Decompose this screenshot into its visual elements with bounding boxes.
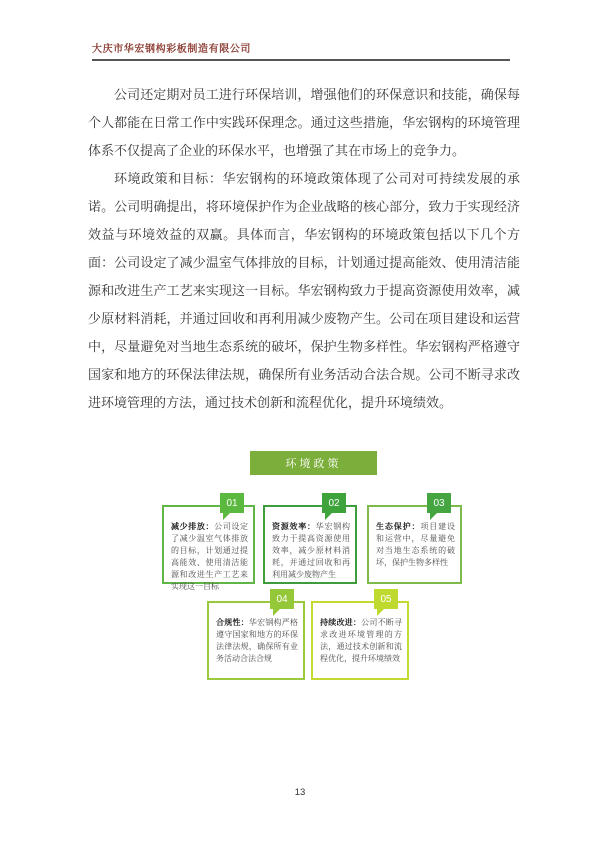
box-number: 03	[433, 497, 445, 509]
box-number: 05	[380, 593, 392, 605]
badge-pointer	[325, 513, 332, 520]
policy-box-title: 减少排放：	[171, 522, 215, 531]
box-number: 02	[328, 497, 340, 509]
policy-box-resource-efficiency	[263, 497, 357, 584]
badge-pointer	[273, 609, 280, 616]
policy-box-title: 生态保护：	[376, 522, 421, 531]
policy-box-text	[209, 603, 303, 669]
header-divider	[92, 59, 510, 61]
policy-box-reduce-emissions	[162, 497, 255, 591]
policy-box-body: 公司设定了减少温室气体排放的目标，计划通过提高能效、使用清洁能源和改进生产工艺来实现这一目标	[171, 522, 248, 591]
page-number: 13	[294, 787, 306, 798]
badge-pointer	[430, 513, 437, 520]
number-badge	[427, 493, 451, 513]
page-header	[92, 40, 510, 61]
policy-box-body: 华宏钢构致力于提高资源使用效率，减少原材料消耗，并通过回收和再利用减少废物产生	[272, 522, 350, 579]
policy-box-title: 持续改进：	[320, 618, 362, 627]
section-badge-environment-policy: 环境政策	[250, 451, 377, 475]
number-badge	[270, 589, 294, 609]
paragraph: 公司还定期对员工进行环保培训，增强他们的环保意识和技能，确保每个人都能在日常工作中实践环保理念。通过这些措施，华宏钢构的环境管理体系不仅提高了企业的环保水平，也增强了其在市场上的竞争力。	[88, 87, 520, 158]
number-badge	[322, 493, 346, 513]
policy-box-text	[313, 603, 407, 669]
box-number: 01	[226, 497, 238, 509]
badge-pointer	[377, 609, 384, 616]
number-badge	[374, 589, 398, 609]
policy-box-title: 合规性：	[216, 618, 249, 627]
policy-box-continuous-improvement	[311, 593, 409, 680]
badge-pointer	[223, 513, 230, 520]
policy-box-body: 华宏钢构严格遵守国家和地方的环保法律法规，确保所有业务活动合法合规	[216, 618, 299, 663]
policy-box-text	[164, 507, 253, 597]
policy-box-text	[265, 507, 355, 585]
policy-box-ecological-protection	[367, 497, 462, 584]
paragraph: 环境政策和目标：华宏钢构的环境政策体现了公司对可持续发展的承诺。公司明确提出，将环境保护作为企业战略的核心部分，致力于实现经济效益与环境效益的双赢。具体而言，华宏钢构的环境政策包括以下几个方面：公司设定了减少温室气体排放的目标，计划通过提高能效、使用清洁能源和改进生产工艺来实现这一目标。华宏钢构致力于提高资源使用效率，减少原材料消耗，并通过回收和再利用减少废物产生。公司在项目建设和运营中，尽量避免对当地生态系统的破坏，保护生物多样性。华宏钢构严格遵守国家和地方的环保法律法规，确保所有业务活动合法合规。公司不断寻求改进环境管理的方法，通过技术创新和流程优化，提升环境绩效。	[88, 171, 520, 410]
company-name: 大庆市华宏钢构彩板制造有限公司	[92, 44, 251, 55]
policy-box-title: 资源效率：	[272, 522, 316, 531]
policy-box-compliance	[207, 593, 305, 680]
policy-box-body: 公司不断寻求改进环境管理的方法，通过技术创新和流程优化，提升环境绩效	[320, 618, 403, 663]
policy-box-body: 项目建设和运营中，尽量避免对当地生态系统的破坏，保护生物多样性	[376, 522, 455, 567]
box-number: 04	[276, 593, 288, 605]
body-text	[88, 81, 520, 417]
number-badge	[220, 493, 244, 513]
policy-box-text	[369, 507, 460, 573]
